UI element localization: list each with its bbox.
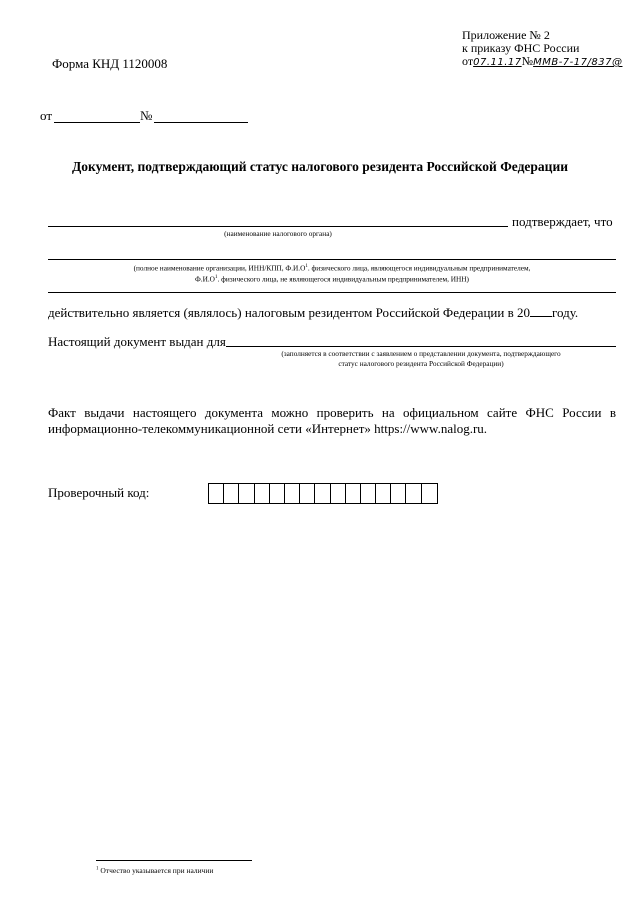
verification-code-cell[interactable] xyxy=(391,484,406,503)
verification-code-cell[interactable] xyxy=(270,484,285,503)
verification-text-line-1: Факт выдачи настоящего документа можно проверить на официальном сайте ФНС России в xyxy=(48,405,616,420)
taxpayer-line xyxy=(48,259,616,260)
verification-code-cell[interactable] xyxy=(376,484,391,503)
taxpayer-caption-1-rest: . физического лица, являющегося индивидуальным предпринимателем, xyxy=(307,263,531,273)
taxpayer-line-2 xyxy=(48,292,616,293)
verification-code-cell[interactable] xyxy=(300,484,315,503)
ref-from-label: от xyxy=(40,108,53,123)
taxpayer-caption-2: Ф.И.О xyxy=(194,274,215,284)
verification-code-cell[interactable] xyxy=(331,484,346,503)
verification-code-cell[interactable] xyxy=(346,484,361,503)
footnote-marker: 1 xyxy=(96,866,99,872)
footnote-ref-1: 1 xyxy=(305,264,308,269)
form-code: Форма КНД 1120008 xyxy=(52,56,168,71)
footnote-separator xyxy=(96,860,252,861)
appendix-number-handwritten: ММВ-7-17/837@ xyxy=(533,57,623,68)
verification-code-cell[interactable] xyxy=(285,484,300,503)
verification-code-cell[interactable] xyxy=(209,484,224,503)
verification-code-cell[interactable] xyxy=(255,484,270,503)
authority-line xyxy=(48,226,508,227)
appendix-number: Приложение № 2 xyxy=(462,28,550,42)
authority-caption: (наименование налогового органа) xyxy=(224,229,332,238)
footnote-ref-2: 1 xyxy=(214,275,218,281)
resident-statement xyxy=(48,305,578,321)
issued-for-caption-2: статус налогового резидента Российской Федерации) xyxy=(338,359,504,368)
verification-text-line-2: информационно-телекоммуникационной сети «Интернет» https://www.nalog.ru. xyxy=(48,421,488,436)
footnote xyxy=(96,866,213,875)
verification-code-label: Проверочный код: xyxy=(48,485,150,500)
document-title: Документ, подтверждающий статус налогового резидента Российской Федерации xyxy=(71,159,569,174)
verification-code-cell[interactable] xyxy=(422,484,437,503)
year-blank xyxy=(530,305,552,317)
appendix-no-sign: № xyxy=(521,54,534,68)
verification-code-boxes xyxy=(208,483,438,504)
taxpayer-caption xyxy=(48,262,616,285)
ref-no-label: № xyxy=(140,108,153,123)
issued-for-line xyxy=(226,346,616,347)
verification-code-cell[interactable] xyxy=(315,484,330,503)
appendix-order: к приказу ФНС России xyxy=(462,41,580,55)
resident-year-suffix: году. xyxy=(551,305,579,320)
verification-code-cell[interactable] xyxy=(239,484,254,503)
resident-statement-text: действительно является (являлось) налоговым резидентом Российской Федерации в 20 xyxy=(48,305,530,320)
footnote-text: Отчество указывается при наличии xyxy=(100,866,214,875)
appendix-date-handwritten: 07.11.17 xyxy=(473,57,522,68)
ref-date-line xyxy=(54,122,140,123)
ref-number-line xyxy=(154,122,248,123)
appendix-date-prefix: от xyxy=(462,54,474,68)
verification-code-cell[interactable] xyxy=(224,484,239,503)
appendix-block xyxy=(462,29,622,69)
verification-code-cell[interactable] xyxy=(361,484,376,503)
taxpayer-caption-1: (полное наименование организации, ИНН/КПП, Ф.И.О xyxy=(133,263,306,273)
appendix-order-date xyxy=(462,55,622,69)
issued-for-caption-1: (заполняется в соответствии с заявлением о представлении документа, подтверждающего xyxy=(281,349,561,358)
taxpayer-caption-2-rest: . физического лица, не являющегося индивидуальным предпринимателем, ИНН) xyxy=(217,274,469,284)
issued-for-caption xyxy=(226,349,616,369)
verification-code-cell[interactable] xyxy=(406,484,421,503)
issued-for-label: Настоящий документ выдан для xyxy=(48,334,226,349)
authority-suffix: подтверждает, что xyxy=(512,214,613,229)
